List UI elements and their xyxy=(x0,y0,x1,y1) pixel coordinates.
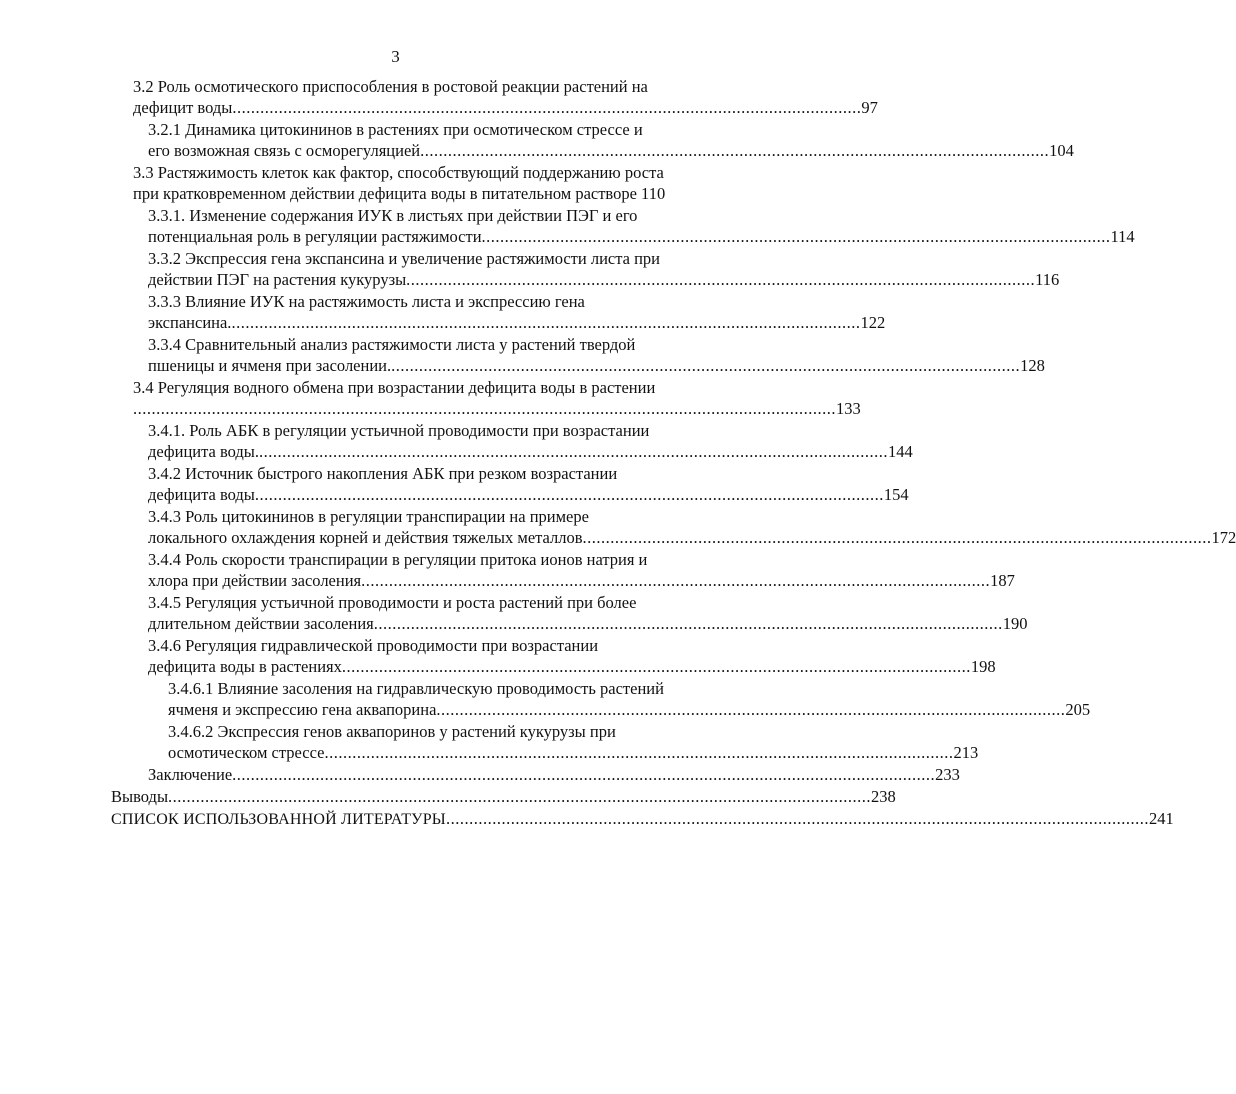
leader-dots: ........................................................................................................................................ xyxy=(420,141,1050,160)
toc-3-4-6-line1: 3.4.6 Регуляция гидравлической проводимости при возрастании xyxy=(148,636,599,655)
toc-3-3-line2[interactable]: при кратковременном действии дефицита воды в питательном растворе 110 xyxy=(133,184,666,203)
page-number: 3 xyxy=(391,47,400,66)
toc-entry-text: Выводы xyxy=(111,787,169,806)
toc-entry-text: длительном действии засоления xyxy=(148,614,374,633)
toc-page-ref: 128 xyxy=(1020,356,1045,375)
toc-entry-text: СПИСОК ИСПОЛЬЗОВАННОЙ ЛИТЕРАТУРЫ xyxy=(111,811,446,828)
toc-3-4-1-line1: 3.4.1. Роль АБК в регуляции устьичной проводимости при возрастании xyxy=(148,421,650,440)
leader-dots: ........................................................................................................................................ xyxy=(231,313,861,332)
toc-conclusion-entry[interactable] xyxy=(148,764,960,785)
toc-3-3-1-line1: 3.3.1. Изменение содержания ИУК в листьях при действии ПЭГ и его xyxy=(148,206,638,225)
toc-page-ref: 97 xyxy=(861,98,878,117)
toc-page-ref: 114 xyxy=(1110,227,1135,246)
toc-page-ref: 241 xyxy=(1148,809,1174,828)
leader-dots: ........................................................................................................................................ xyxy=(259,442,889,461)
toc-entry-text: дефицита воды xyxy=(148,485,255,504)
leader-dots: ........................................................................................................................................ xyxy=(324,743,954,762)
toc-entry-text: локального охлаждения корней и действия тяжелых металлов xyxy=(148,528,583,547)
toc-page-ref: 205 xyxy=(1065,700,1091,719)
toc-3-4-2-line1: 3.4.2 Источник быстрого накопления АБК при резком возрастании xyxy=(148,464,618,483)
toc-page-ref: 116 xyxy=(1035,270,1060,289)
toc-3-4-6-entry[interactable] xyxy=(148,656,996,677)
toc-3-3-2-line1: 3.3.2 Экспрессия гена экспансина и увеличение растяжимости листа при xyxy=(148,249,661,268)
toc-findings-entry[interactable] xyxy=(111,786,896,807)
toc-page-ref: 190 xyxy=(1002,614,1028,633)
toc-3-4-6-1-line1: 3.4.6.1 Влияние засоления на гидравлическую проводимость растений xyxy=(168,679,664,698)
toc-entry-text: его возможная связь с осморегуляцией xyxy=(148,141,421,160)
toc-3-2-entry[interactable] xyxy=(133,97,878,118)
toc-entry-text: действии ПЭГ на растения кукурузы xyxy=(148,270,407,289)
leader-dots: ........................................................................................................................................ xyxy=(232,98,862,117)
toc-3-4-entry[interactable] xyxy=(133,398,861,419)
toc-entry-text: ячменя и экспрессию гена аквапорина xyxy=(168,700,437,719)
toc-3-3-4-line1: 3.3.4 Сравнительный анализ растяжимости листа у растений твердой xyxy=(148,335,636,354)
toc-3-4-5-line1: 3.4.5 Регуляция устьичной проводимости и роста растений при более xyxy=(148,593,637,612)
toc-page-ref: 187 xyxy=(990,571,1015,590)
toc-3-4-4-entry[interactable] xyxy=(148,570,1015,591)
toc-page-ref: 172 xyxy=(1211,528,1236,547)
toc-page-ref: 154 xyxy=(883,485,909,504)
toc-entry-text: дефицита воды в растениях xyxy=(148,657,342,676)
leader-dots: ........................................................................................................................................ xyxy=(373,614,1003,633)
toc-entry-text: Заключение xyxy=(148,765,233,784)
toc-entry-text: экспансина. xyxy=(148,313,232,332)
leader-dots: ........................................................................................................................................................ xyxy=(232,765,936,784)
toc-3-3-3-entry[interactable] xyxy=(148,312,886,333)
toc-page-ref: 238 xyxy=(871,787,896,806)
toc-entry-text: дефицит воды xyxy=(133,98,233,117)
toc-page-ref: 233 xyxy=(935,765,960,784)
toc-entry-text: потенциальная роль в регуляции растяжимости xyxy=(148,227,482,246)
leader-dots: ........................................................................................................................................ xyxy=(436,700,1066,719)
toc-3-2-line1: 3.2 Роль осмотического приспособления в ростовой реакции растений на xyxy=(133,77,648,96)
toc-page-ref: 133 xyxy=(836,399,861,418)
leader-dots: ........................................................................................................................................ xyxy=(481,227,1111,246)
toc-3-4-5-entry[interactable] xyxy=(148,613,1028,634)
toc-3-3-1-entry[interactable] xyxy=(148,226,1135,247)
toc-entry-text: хлора при действии засоления xyxy=(148,571,362,590)
toc-3-4-3-line1: 3.4.3 Роль цитокининов в регуляции транспирации на примере xyxy=(148,507,589,526)
leader-dots: ........................................................................................................................................ xyxy=(582,528,1212,547)
leader-dots: ........................................................................................................................................................ xyxy=(133,399,836,418)
toc-3-4-6-1-entry[interactable] xyxy=(168,699,1091,720)
leader-dots: ........................................................................................................................................................ xyxy=(445,809,1149,828)
toc-entry-text: пшеницы и ячменя при засолении. xyxy=(148,356,392,375)
leader-dots: ........................................................................................................................................ xyxy=(406,270,1036,289)
leader-dots: ........................................................................................................................................ xyxy=(391,356,1021,375)
toc-3-4-line1: 3.4 Регуляция водного обмена при возрастании дефицита воды в растении xyxy=(133,378,656,397)
toc-3-4-2-entry[interactable] xyxy=(148,484,909,505)
toc-3-4-4-line1: 3.4.4 Роль скорости транспирации в регуляции притока ионов натрия и xyxy=(148,550,648,569)
toc-3-4-6-2-line1: 3.4.6.2 Экспрессия генов аквапоринов у растений кукурузы при xyxy=(168,722,616,741)
toc-3-3-3-line1: 3.3.3 Влияние ИУК на растяжимость листа и экспрессию гена xyxy=(148,292,585,311)
toc-page-ref: 213 xyxy=(953,743,979,762)
leader-dots: ........................................................................................................................................................ xyxy=(168,787,872,806)
toc-page-ref: 198 xyxy=(970,657,996,676)
toc-3-4-1-entry[interactable] xyxy=(148,441,913,462)
toc-page-ref: 104 xyxy=(1049,141,1074,160)
toc-3-2-1-entry[interactable] xyxy=(148,140,1074,161)
toc-entry-text: дефицита воды. xyxy=(148,442,260,461)
toc-page-ref: 122 xyxy=(860,313,886,332)
toc-3-3-2-entry[interactable] xyxy=(148,269,1060,290)
leader-dots: ........................................................................................................................................ xyxy=(254,485,884,504)
toc-3-4-6-2-entry[interactable] xyxy=(168,742,979,763)
toc-page-ref: 144 xyxy=(888,442,913,461)
toc-3-2-1-line1: 3.2.1 Динамика цитокининов в растениях при осмотическом стрессе и xyxy=(148,120,643,139)
toc-entry-text: осмотическом стрессе xyxy=(168,743,325,762)
toc-3-3-4-entry[interactable] xyxy=(148,355,1045,376)
leader-dots: ........................................................................................................................................ xyxy=(361,571,991,590)
toc-references-entry[interactable] xyxy=(111,808,1174,829)
leader-dots: ........................................................................................................................................ xyxy=(341,657,971,676)
toc-3-4-3-entry[interactable] xyxy=(148,527,1236,548)
toc-3-3-line1: 3.3 Растяжимость клеток как фактор, способствующий поддержанию роста xyxy=(133,163,664,182)
